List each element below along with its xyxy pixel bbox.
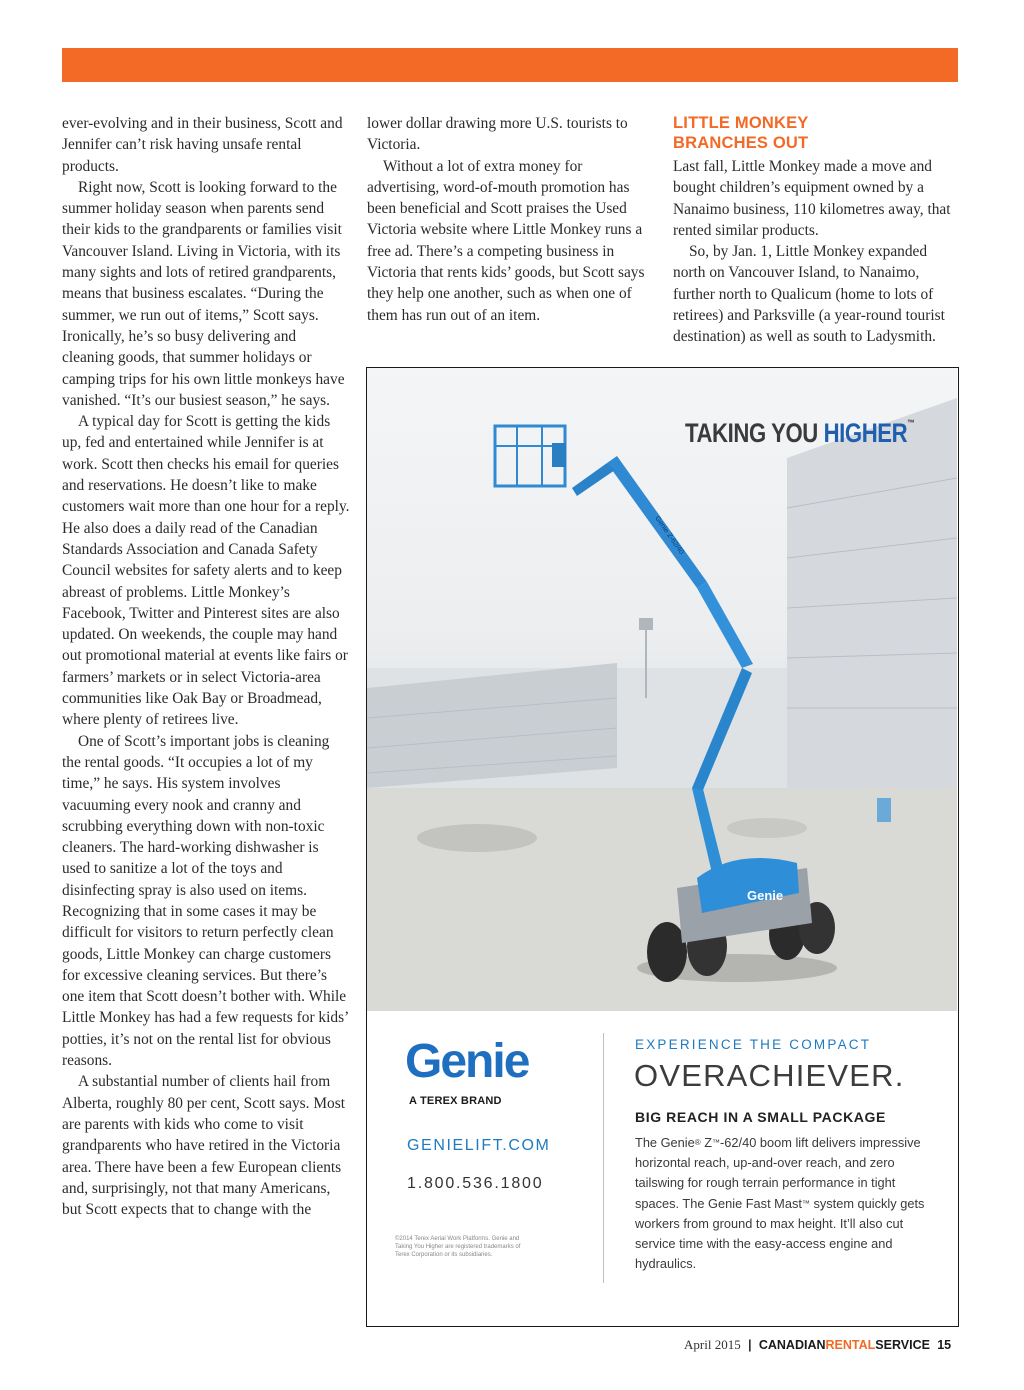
- floodlight: [639, 618, 653, 630]
- magazine-title-part: CANADIAN: [758, 1338, 826, 1352]
- section-heading-line-2: BRANCHES OUT: [673, 134, 809, 152]
- portable-toilet: [877, 798, 891, 822]
- genie-logo: [405, 1035, 575, 1085]
- magazine-title-part: SERVICE: [875, 1338, 930, 1352]
- section-heading: [673, 113, 963, 153]
- page-footer: [684, 1337, 951, 1353]
- ad-subhead: BIG REACH IN A SMALL PACKAGE: [635, 1109, 886, 1125]
- paragraph: Right now, Scott is looking forward to the summer holiday season when parents send their kids to the grandparents or families visit Vancouver Island. Living in Victoria, with its many sights and lots of retired grandparents, means that business escalates. “During the summer, we run out of items,” Scott says. Ironically, he’s so busy delivering and cleaning goods, that summer holidays or camping trips for his own little monkeys have vanished. “It’s our busiest season,” he says.: [62, 178, 345, 409]
- genie-advertisement: [366, 367, 959, 1327]
- paragraph: A substantial number of clients hail from Alberta, roughly 80 per cent, Scott says. Most are parents with kids who come to visit grandparents who have retired in the Victoria area. There have been a few European clients and, surprisingly, not that many Americans, but Scott expects that to change with the: [62, 1073, 345, 1219]
- issue-date: April 2015: [684, 1337, 741, 1352]
- trademark: ™: [712, 1138, 721, 1147]
- stadium-stand-right: [787, 398, 957, 788]
- page-number: 15: [937, 1338, 952, 1352]
- trademark: ™: [801, 1198, 810, 1208]
- genie-logo-text: Genie: [405, 1035, 529, 1085]
- header-color-bar: [62, 48, 958, 82]
- magazine-title: [759, 1338, 930, 1352]
- legal-text: ©2014 Terex Aerial Work Platforms. Genie and Taking You Higher are registered trademarks of Terex Corporation or its subsidiaries.: [395, 1236, 521, 1258]
- paragraph: lower dollar drawing more U.S. tourists to Victoria.: [367, 115, 628, 154]
- article-column-2: [367, 113, 651, 326]
- body-text: The Genie: [635, 1135, 695, 1150]
- footer-separator: |: [747, 1337, 752, 1352]
- ad-headline-big: OVERACHIEVER.: [634, 1058, 905, 1093]
- paragraph: A typical day for Scott is getting the kids up, fed and entertained while Jennifer is at work. Scott then checks his email for queries and reservations. He doesn’t like to make customers wait more than one hour for a reply. He also does a daily read of the Canadian Standards Association and Canada Safety Council websites for safety alerts and to keep abreast of problems. Little Monkey’s Facebook, Twitter and Pinterest sites are also updated. On weekends, the couple may hand out promotional material at events like fairs or farmers’ markets or in select Victoria-area communities like Oak Bay or Broadmead, where plenty of retirees live.: [62, 413, 350, 729]
- paragraph: Last fall, Little Monkey made a move and bought children’s equipment owned by a Nanaimo business, 110 kilometres away, that rented similar products.: [673, 158, 951, 239]
- tagline-part-2: HIGHER: [823, 418, 908, 448]
- machine-label: Genie: [747, 888, 784, 903]
- paragraph: One of Scott’s important jobs is cleaning the rental goods. “It occupies a lot of my time,” he says. His system involves vacuuming every nook and cranny and scrubbing everything down with non-toxic cleaners. The hard-working dishwasher is used to sanitize a lot of the toys and disinfecting spray is also used on items. Recognizing that in some cases it may be difficult for visitors to return perfectly clean goods, Little Monkey can charge customers for excessive cleaning services. But there’s one item that Scott doesn’t bother with. While Little Monkey has had a few requests for kids’ potties, it’s not on the rental list for obvious reasons.: [62, 732, 349, 1070]
- body-text: Z: [700, 1135, 713, 1150]
- gravel-pile: [727, 818, 807, 838]
- brand-sub: A TEREX BRAND: [409, 1095, 502, 1107]
- stadium-boom-lift-illustration: [367, 368, 957, 1011]
- ad-divider: [603, 1033, 604, 1283]
- body-text: system quickly gets workers from ground to max height. It’ll also cut service time with the easy-access engine and hydraulics.: [635, 1195, 925, 1272]
- ad-body-copy: [635, 1133, 935, 1274]
- tagline-trademark: ™: [907, 418, 915, 428]
- ad-photo-boom-lift: [367, 368, 957, 1011]
- paragraph: So, by Jan. 1, Little Monkey expanded north on Vancouver Island, to Nanaimo, further north to Qualicum (home to lots of retirees) and Parksville (a year-round tourist destination) as well as south to Ladysmith.: [673, 243, 945, 346]
- ad-copy-area: [367, 1011, 957, 1326]
- paragraph: Without a lot of extra money for advertising, word-of-mouth promotion has been beneficial and Scott praises the Used Victoria website where Little Monkey runs a free ad. There’s a competing business in Victoria that rents kids’ goods, but Scott says they help one another, such as when one of them has run out of an item.: [367, 157, 645, 324]
- article-column-1: [62, 113, 350, 1220]
- article-column-3: [673, 113, 963, 348]
- tagline-part-1: TAKING YOU: [685, 418, 824, 448]
- ad-tagline: [685, 418, 914, 449]
- body-text: -62/40 boom lift delivers impressive horizontal reach, up-and-over reach, and zero tailswing for rough terrain performance in tight spaces. The Genie Fast Mast: [635, 1135, 921, 1211]
- section-heading-line-1: LITTLE MONKEY: [673, 114, 809, 132]
- website-link[interactable]: GENIELIFT.COM: [407, 1137, 551, 1154]
- gravel-pile: [417, 824, 537, 852]
- ad-headline-small: EXPERIENCE THE COMPACT: [635, 1037, 872, 1052]
- phone-number: 1.800.536.1800: [407, 1175, 544, 1192]
- magazine-title-part: RENTAL: [825, 1338, 876, 1352]
- registered-mark: ®: [694, 1138, 701, 1147]
- paragraph: ever-evolving and in their business, Scott and Jennifer can’t risk having unsafe rental products.: [62, 115, 343, 175]
- boom-label: Genie Z-62/40: [653, 515, 685, 556]
